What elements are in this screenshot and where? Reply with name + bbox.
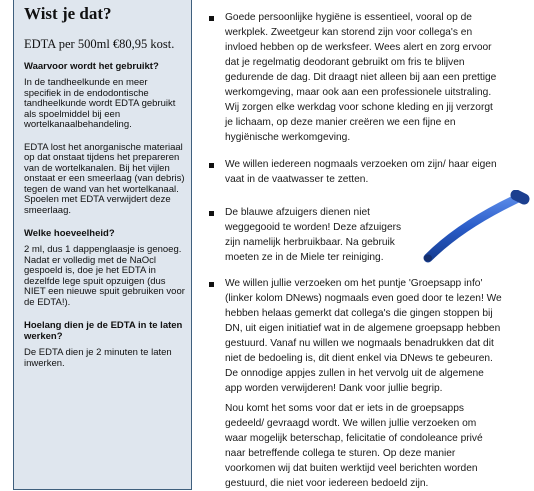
question-duration: Hoelang dien je de EDTA in te laten werken? — [24, 320, 183, 342]
dishes-text: We willen iedereen nogmaals verzoeken om zijn/ haar eigen vaat in de vaatwasser te zetten. — [225, 159, 497, 185]
sidebar-title: Wist je dat? — [24, 4, 112, 23]
bullet-icon — [209, 211, 214, 216]
amount-text: 2 ml, dus 1 dappenglaasje is genoeg. Nadat er volledig met de NaOcl gespoeld is, doe je het EDTA in dezelfde lege spuit opzuigen (dus NIET een nieuwe spuit gebruiken voor de EDTA!). — [24, 244, 185, 308]
bullet-icon — [209, 163, 214, 168]
edta-function-text: EDTA lost het anorganische materiaal op dat onstaat tijdens het prepareren van de wortelkanalen. Bij het vijlen onstaat er een smeerlaag (van debris) tegen de wand van het wortelkanaal. Spoelen met EDTA verwijdert deze smeerlaag. — [24, 141, 185, 216]
question-usage: Waarvoor wordt het gebruikt? — [24, 61, 159, 72]
question-amount: Welke hoeveelheid? — [24, 228, 115, 239]
duration-text: De EDTA dien je 2 minuten te laten inwerken. — [24, 347, 172, 369]
groupapp-text: We willen jullie verzoeken om het puntje 'Groepsapp info' (linker kolom DNews) nogmaals even goed door te lezen! We hebben helaas gemerkt dat collega's die gingen stoppen bij DN, uit eigen initiatief wat in de algemene groepsapp hebben gestuurd. Vanaf nu willen we nogmaals benadrukken dat dit niet de bedoeling is, dit dient enkel via DNews te gebeuren. De onnodige appjes zullen in het vervolg uit de algemene app worden verwijderen! Dank voor jullie begrip. — [225, 278, 502, 394]
edta-price: EDTA per 500ml €80,95 kost. — [24, 37, 175, 51]
usage-text: In de tandheelkunde en meer specifiek in de endodontische tandheelkunde wordt EDTA gebruikt als spoelmiddel bij een wortelkanaalbehandeling. — [24, 77, 176, 130]
groupapp-followup-text: Nou komt het soms voor dat er iets in de groepsapps gedeeld/ gevraagd wordt. We willen jullie verzoeken om waar mogelijk beterschap, felicitatie of condoleance privé naar betreffende collega te sturen. Op deze manier voorkomen wij dat buiten werktijd veel berichten worden gestuurd, die niet voor iedereen bedoeld zijn. — [225, 403, 483, 489]
info-sidebar — [13, 0, 192, 490]
bullet-icon — [209, 16, 214, 21]
suction-text: De blauwe afzuigers dienen niet weggegooid te worden! Deze afzuigers zijn namelijk herbruikbaar. Na gebruik moeten ze in de Miele ter reiniging. — [225, 207, 402, 263]
hygiene-text: Goede persoonlijke hygiëne is essentieel, vooral op de werkplek. Zweetgeur kan storend zijn voor collega's en invloed hebben op de werksfeer. Wees alert en zorg ervoor dat je regelmatig deodorant gebruikt om fris te blijven gedurende de dag. Dit draagt niet alleen bij aan een prettige werkomgeving, maar ook aan een professionele uitstraling. Wij zorgen elke werkdag voor schone kleding en jij verzorgt je lichaam, op deze manier creëren we een fijne en hygiënische werkomgeving. — [225, 12, 497, 143]
bullet-icon — [209, 282, 214, 287]
suction-tip-icon — [420, 190, 530, 265]
